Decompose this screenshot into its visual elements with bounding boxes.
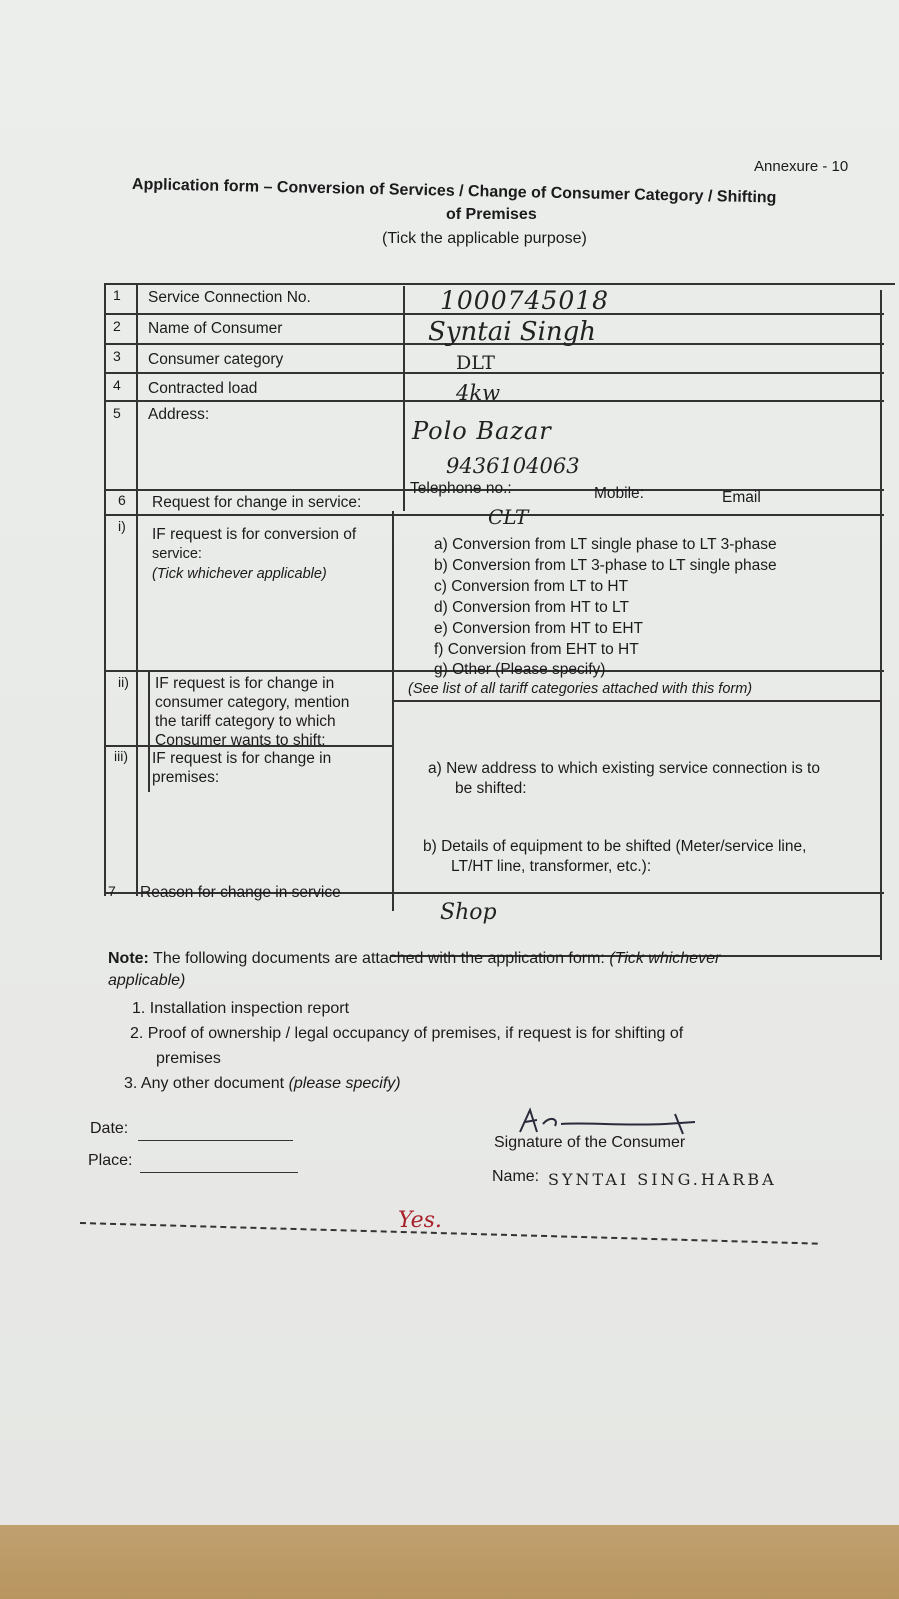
date-label: Date: [90,1120,129,1137]
row-number: 4 [113,377,121,393]
conversion-hint: (Tick whichever applicable) [152,566,327,582]
name-value[interactable]: SYNTAI SING.HARBA [548,1170,777,1189]
name-label: Name: [492,1168,540,1185]
document-item-2-cont: premises [156,1050,221,1067]
option-lt3-to-lt1[interactable]: b) Conversion from LT 3-phase to LT single phase [434,557,777,574]
service-connection-value[interactable]: 1000745018 [440,286,610,315]
subrow-divider [148,672,150,792]
contracted-load-value[interactable]: 4kw [456,381,501,405]
new-address-label: a) New address to which existing service connection is to [428,760,820,777]
category-change-label: IF request is for change in [155,675,335,692]
document-item-3-text: 3. Any other document [124,1075,285,1092]
consumer-name-label: Name of Consumer [148,320,283,337]
document-item-3-hint: (please specify) [288,1075,401,1092]
category-change-label: Consumer wants to shift: [155,732,326,749]
mobile-label: Mobile: [594,485,644,502]
table-value-divider-bottom [392,511,394,911]
request-change-label: Request for change in service: [152,494,362,511]
row-number: 1 [113,287,121,303]
request-change-value[interactable]: CLT [488,505,529,529]
conversion-label-cont: service: [152,546,202,562]
place-field[interactable] [140,1172,298,1173]
premises-change-label-cont: premises: [152,769,220,786]
category-change-label: the tariff category to which [155,713,336,730]
row-number: 5 [113,405,121,421]
row-divider [392,700,882,702]
table-num-divider [136,283,138,896]
document-item-3 [124,1075,401,1093]
row-number: 3 [113,348,121,364]
form-title-line1: Application form – Conversion of Services / Change of Consumer Category / Shifting [131,176,777,207]
table-top-border [104,283,895,285]
option-ht-to-eht[interactable]: e) Conversion from HT to EHT [434,620,644,637]
note-bold: Note: [108,950,149,967]
table-value-divider-top [403,286,405,511]
row-number: i) [118,518,126,534]
yes-mark: Yes. [398,1208,442,1233]
row-number: 6 [118,492,126,508]
consumer-name-value[interactable]: Syntai Singh [428,317,597,347]
signature-label: Signature of the Consumer [494,1134,686,1151]
reason-label: Reason for change in service [140,884,341,901]
note-text: The following documents are attached with the application form: [153,950,605,967]
reason-value[interactable]: Shop [440,900,497,925]
service-connection-label: Service Connection No. [148,289,311,306]
document-item-2: 2. Proof of ownership / legal occupancy of premises, if request is for shifting of [130,1025,684,1042]
place-label: Place: [88,1152,133,1169]
consumer-category-label: Consumer category [148,351,284,368]
option-eht-to-ht[interactable]: f) Conversion from EHT to HT [434,641,639,658]
document-item-1: 1. Installation inspection report [132,1000,350,1017]
table-right-border [880,290,882,960]
date-field[interactable] [138,1140,293,1141]
option-other[interactable]: g) Other (Please specify) [434,661,606,678]
address-value[interactable]: Polo Bazar [412,417,552,445]
row-number: iii) [114,748,128,764]
category-change-label: consumer category, mention [155,694,350,711]
phone-value[interactable]: 9436104063 [446,454,580,478]
premises-change-label: IF request is for change in [152,750,332,767]
contracted-load-label: Contracted load [148,380,258,397]
form-subtitle: (Tick the applicable purpose) [382,230,587,247]
equipment-details-label-cont: LT/HT line, transformer, etc.): [451,858,652,875]
row-number: 7 [108,883,116,899]
form-title-line2: of Premises [446,206,537,223]
option-lt1-to-lt3[interactable]: a) Conversion from LT single phase to LT 3-phase [434,536,777,553]
row-number: 2 [113,318,121,334]
email-label: Email [722,489,761,506]
address-label: Address: [148,406,210,423]
consumer-category-value[interactable]: DLT [456,352,495,374]
telephone-label: Telephone no.: [410,480,512,497]
tariff-categories-note: (See list of all tariff categories attached with this form) [408,681,753,697]
option-lt-to-ht[interactable]: c) Conversion from LT to HT [434,578,629,595]
option-ht-to-lt[interactable]: d) Conversion from HT to LT [434,599,629,616]
note-line2: applicable) [108,972,186,989]
note-line1 [108,950,720,968]
table-left-border [104,283,106,896]
table-surface [0,1525,899,1599]
note-italic: (Tick whichever [609,950,721,967]
conversion-label: IF request is for conversion of [152,526,357,543]
new-address-label-cont: be shifted: [455,780,527,797]
row-number: ii) [118,674,129,690]
annexure-label: Annexure - 10 [754,158,849,175]
equipment-details-label: b) Details of equipment to be shifted (Meter/service line, [423,838,807,855]
